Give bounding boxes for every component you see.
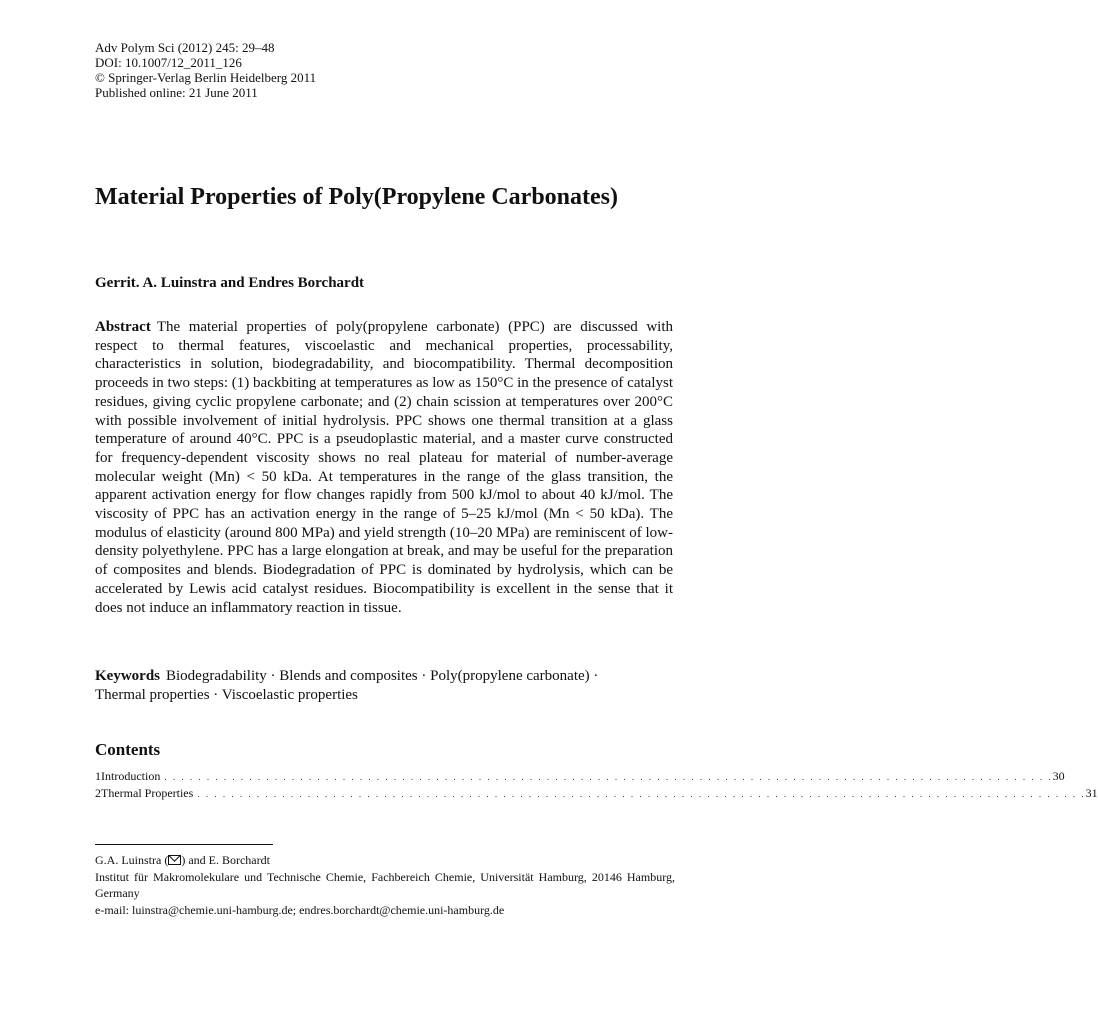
table-of-contents: [95, 769, 1098, 803]
institution: Institut für Makromolekulare und Technische Chemie, Fachbereich Chemie, Universität Hamburg, 20146 Hamburg, Germany: [95, 869, 675, 900]
toc-page: 31: [1085, 786, 1098, 800]
abstract-text: The material properties of poly(propylene carbonate) (PPC) are discussed with respect to thermal features, viscoelastic and mechanical properties, processability, characteristics in solution, biodegradability, and biocompatibility. Thermal decomposition proceeds in two steps: (1) backbiting at temperatures as low as 150°C in the presence of catalyst residues, giving cyclic propylene carbonate; and (2) chain scission at temperatures over 200°C with possible involvement of initial hydrolysis. PPC shows one thermal transition at a glass temperature of around 40°C. PPC is a pseudoplastic material, and a master curve constructed for frequency-dependent viscosity shows no real plateau for material of number-average molecular weight (Mn) < 50 kDa. At temperatures in the range of the glass transition, the apparent activation energy for flow changes rapidly from 500 kJ/mol to about 40 kJ/mol. The viscosity of PPC has an activation energy in the range of 5–25 kJ/mol (Mn < 50 kDa). The modulus of elasticity (around 800 MPa) and yield strength (10–20 MPa) are reminiscent of low-density polyethylene. PPC has a large elongation at break, and may be useful for the preparation of composites and blends. Biodegradation of PPC is dominated by hydrolysis, which can be accelerated by Lewis acid catalyst residues. Biocompatibility is excellent in the sense that it does not induce an inflammatory reaction in tissue.: [95, 319, 673, 616]
copyright: © Springer-Verlag Berlin Heidelberg 2011: [95, 70, 317, 85]
toc-label[interactable]: Introduction: [101, 769, 161, 783]
toc-label[interactable]: Thermal Properties: [101, 786, 194, 800]
footnote: [95, 852, 675, 918]
journal-citation: Adv Polym Sci (2012) 245: 29–48: [95, 40, 275, 55]
toc-leader-dots: . . . . . . . . . . . . . . . . . . . . . . . . . . . . . . . . . . . . . . . . . . . . . . . . . . . . . . . . . . . . . . . . . . . . . . . . . . . . . . . . . . . . . . . . . . . . . . . . . . . . . . . . .: [197, 789, 1086, 799]
authors: Gerrit. A. Luinstra and Endres Borchardt: [95, 275, 365, 291]
toc-entry[interactable]: [95, 786, 1098, 803]
keywords-line-2: Thermal properties · Viscoelastic properties: [95, 687, 358, 703]
toc-number: 1: [95, 769, 101, 783]
toc-number: 2: [95, 786, 101, 800]
paper-title: Material Properties of Poly(Propylene Carbonates): [95, 184, 618, 210]
envelope-icon: [168, 855, 181, 865]
abstract-label: Abstract: [95, 319, 151, 335]
published-date: Published online: 21 June 2011: [95, 85, 258, 100]
doi[interactable]: DOI: 10.1007/12_2011_126: [95, 55, 242, 70]
footnote-divider: [95, 844, 273, 845]
abstract: [95, 318, 673, 617]
toc-leader-dots: . . . . . . . . . . . . . . . . . . . . . . . . . . . . . . . . . . . . . . . . . . . . . . . . . . . . . . . . . . . . . . . . . . . . . . . . . . . . . . . . . . . . . . . . . . . . . . . . . . . . . . . . .: [164, 772, 1053, 782]
toc-page: 30: [1052, 769, 1065, 783]
contents-heading: Contents: [95, 740, 161, 759]
toc-entry[interactable]: [95, 769, 1065, 786]
corresponding-authors: G.A. Luinstra ( ) and E. Borchardt: [95, 853, 270, 867]
keywords-label: Keywords: [95, 668, 160, 684]
publication-meta: [95, 40, 316, 100]
email[interactable]: e-mail: luinstra@chemie.uni-hamburg.de; endres.borchardt@chemie.uni-hamburg.de: [95, 902, 505, 917]
keywords: [95, 667, 675, 705]
keywords-line-1: Biodegradability · Blends and composites · Poly(propylene carbonate) ·: [166, 668, 599, 684]
